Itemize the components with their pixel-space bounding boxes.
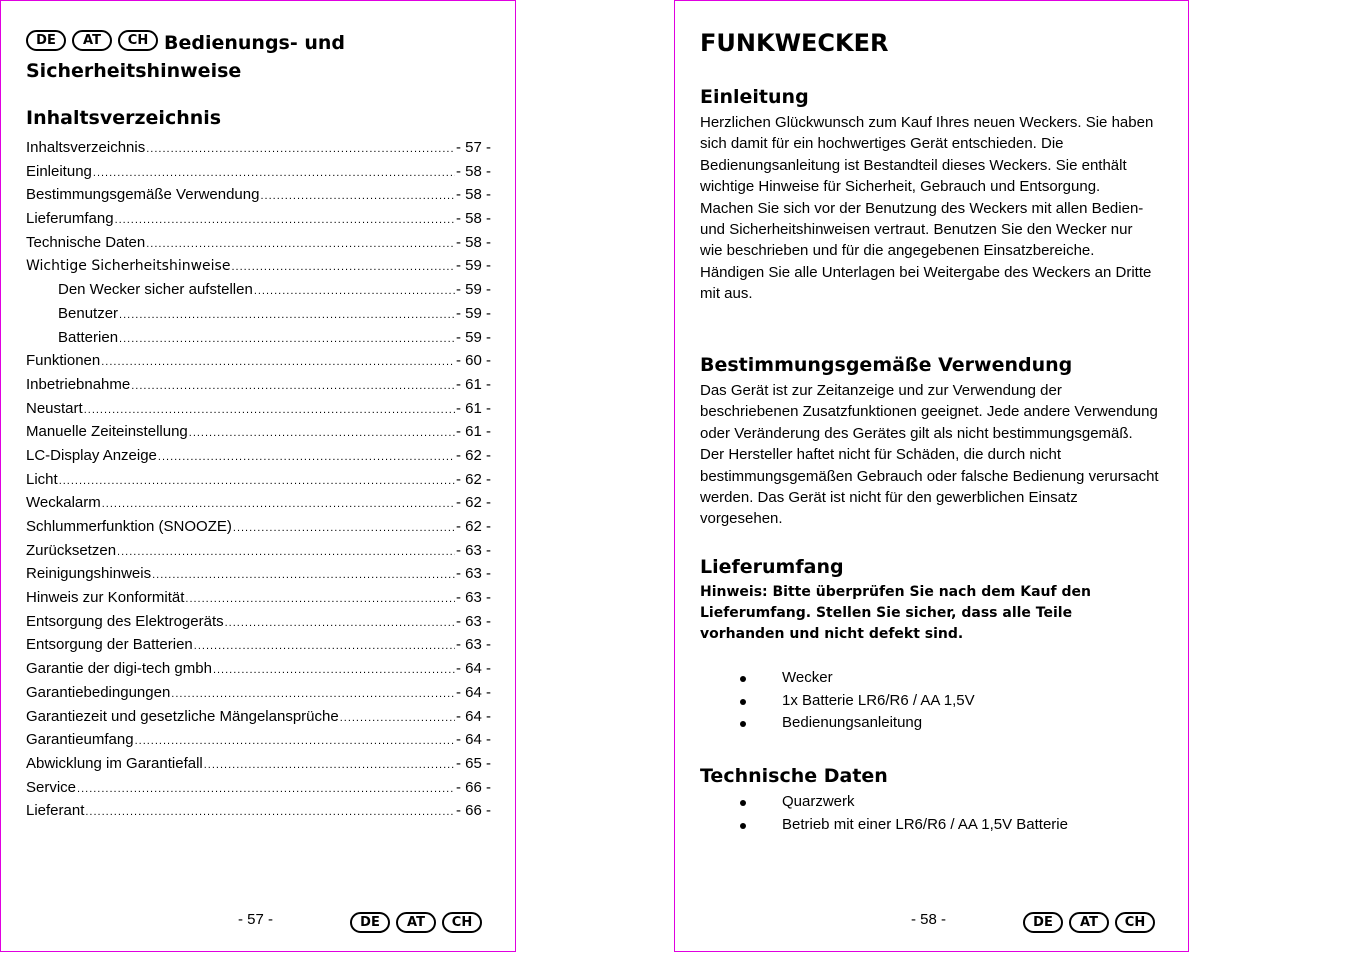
toc-entry-page: - 62 -	[455, 518, 491, 535]
right-page	[674, 0, 1189, 952]
toc-entry-page: - 64 -	[455, 683, 491, 701]
paragraph: Händigen Sie alle Unterlagen bei Weitergabe des Weckers an Dritte mit aus.	[700, 263, 1152, 303]
toc-entry-page: - 59 -	[455, 304, 491, 322]
toc-entry	[26, 802, 491, 826]
bullet-icon	[740, 721, 746, 727]
toc-leader-dots	[204, 759, 455, 771]
toc-entry-page: - 64 -	[455, 707, 491, 725]
toc-entry-page: - 59 -	[455, 281, 491, 299]
toc-entry-page: - 61 -	[455, 399, 491, 417]
toc-entry-page: - 62 -	[455, 494, 491, 512]
toc-entry-label: Wichtige Sicherheitshinweise	[26, 258, 231, 275]
page-number: - 57 -	[238, 911, 274, 928]
toc-entry	[26, 163, 491, 187]
toc-entry-page: - 59 -	[455, 328, 491, 346]
toc-entry-label: Garantie der digi-tech gmbh	[26, 660, 212, 678]
toc-leader-dots	[119, 333, 455, 345]
toc-leader-dots	[213, 664, 455, 676]
toc-entry-page: - 58 -	[455, 162, 491, 180]
toc-leader-dots	[84, 404, 455, 416]
country-badge-at: AT	[396, 912, 436, 933]
toc-entry-page: - 61 -	[455, 375, 491, 393]
manual-title	[26, 29, 496, 85]
list-item: 1x Batterie LR6/R6 / AA 1,5V	[700, 690, 1155, 713]
specs-list	[700, 791, 1155, 836]
toc-entry	[26, 329, 491, 353]
toc-leader-dots	[254, 285, 455, 297]
toc-entry	[26, 518, 491, 542]
toc-entry-page: - 63 -	[455, 612, 491, 630]
toc-entry	[26, 494, 491, 518]
section-einleitung	[700, 86, 1155, 305]
section-heading: Bestimmungsgemäße Verwendung	[700, 354, 1073, 376]
toc-entry-page: - 64 -	[455, 731, 491, 749]
country-badge-ch: CH	[1115, 912, 1155, 933]
section-heading: Lieferumfang	[700, 556, 844, 578]
toc-entry-label: Technische Daten	[26, 233, 146, 251]
hinweis-note: Hinweis: Bitte überprüfen Sie nach dem Kauf den Lieferumfang. Stellen Sie sicher, dass alle Teile vorhanden und nicht defekt sind.	[700, 584, 1091, 642]
toc-entry	[26, 755, 491, 779]
section-verwendung	[700, 354, 1160, 530]
toc-entry-page: - 61 -	[455, 423, 491, 441]
toc-leader-dots	[135, 735, 455, 747]
section-technische-daten	[700, 765, 1155, 836]
toc-leader-dots	[225, 617, 455, 629]
table-of-contents	[26, 139, 491, 826]
toc-leader-dots	[101, 356, 455, 368]
toc-entry	[26, 234, 491, 258]
toc-leader-dots	[85, 806, 455, 818]
toc-entry-page: - 59 -	[455, 257, 491, 275]
toc-entry-page: - 65 -	[455, 754, 491, 772]
toc-entry	[26, 565, 491, 589]
toc-entry	[26, 542, 491, 566]
toc-entry-label: Garantiebedingungen	[26, 683, 171, 701]
toc-entry-label: Garantiezeit und gesetzliche Mängelansprüche	[26, 707, 339, 725]
toc-entry-label: Bestimmungsgemäße Verwendung	[26, 186, 260, 204]
toc-entry	[26, 423, 491, 447]
manual-title-text: Bedienungs- und Sicherheitshinweise	[26, 32, 346, 82]
toc-entry	[26, 731, 491, 755]
country-badge-at: AT	[72, 30, 112, 51]
country-badge-de: DE	[26, 30, 66, 51]
section-heading: Technische Daten	[700, 765, 888, 787]
toc-leader-dots	[185, 593, 455, 605]
toc-leader-dots	[146, 143, 455, 155]
country-badge-ch: CH	[442, 912, 482, 933]
toc-leader-dots	[152, 569, 455, 581]
toc-entry-page: - 63 -	[455, 541, 491, 559]
toc-entry-page: - 66 -	[455, 778, 491, 796]
toc-entry-label: Zurücksetzen	[26, 541, 117, 559]
toc-entry-label: Schlummerfunktion (SNOOZE)	[26, 518, 232, 535]
toc-leader-dots	[233, 522, 455, 534]
toc-leader-dots	[231, 261, 455, 273]
toc-entry	[26, 139, 491, 163]
country-badge-de: DE	[350, 912, 390, 933]
bullet-icon	[740, 676, 746, 682]
toc-entry-label: Hinweis zur Konformität	[26, 589, 185, 607]
footer-country-badges	[350, 912, 482, 933]
toc-entry-label: Inbetriebnahme	[26, 375, 131, 393]
toc-entry-label: Abwicklung im Garantiefall	[26, 754, 203, 772]
toc-leader-dots	[115, 214, 455, 226]
list-item: Wecker	[700, 667, 1155, 690]
toc-entry-label: Inhaltsverzeichnis	[26, 139, 146, 156]
toc-entry-label: Batterien	[58, 328, 119, 346]
toc-entry-label: Manuelle Zeiteinstellung	[26, 423, 188, 441]
toc-leader-dots	[146, 238, 455, 250]
toc-entry-label: Benutzer	[58, 304, 119, 322]
toc-entry	[26, 684, 491, 708]
toc-entry	[26, 305, 491, 329]
toc-entry-label: Weckalarm	[26, 494, 101, 512]
toc-leader-dots	[340, 712, 455, 724]
page-number: - 58 -	[911, 911, 947, 928]
toc-entry-page: - 64 -	[455, 660, 491, 678]
toc-entry-label: Neustart	[26, 399, 83, 417]
toc-leader-dots	[171, 688, 455, 700]
toc-leader-dots	[158, 451, 455, 463]
toc-entry	[26, 636, 491, 660]
country-badge-de: DE	[1023, 912, 1063, 933]
toc-entry-page: - 58 -	[455, 233, 491, 251]
toc-entry-label: Lieferant	[26, 802, 85, 820]
toc-entry	[26, 471, 491, 495]
toc-entry-label: Entsorgung der Batterien	[26, 636, 193, 654]
toc-entry-page: - 63 -	[455, 636, 491, 654]
toc-entry-page: - 66 -	[455, 802, 491, 820]
country-badge-ch: CH	[118, 30, 158, 51]
toc-entry	[26, 376, 491, 400]
toc-leader-dots	[119, 309, 455, 321]
toc-entry-label: Funktionen	[26, 352, 101, 370]
toc-leader-dots	[59, 475, 455, 487]
country-badge-at: AT	[1069, 912, 1109, 933]
toc-entry-page: - 62 -	[455, 470, 491, 488]
page-title: FUNKWECKER	[700, 29, 889, 57]
bullet-icon	[740, 800, 746, 806]
toc-leader-dots	[93, 167, 455, 179]
toc-entry-label: Licht	[26, 470, 58, 488]
toc-entry	[26, 186, 491, 210]
toc-leader-dots	[117, 546, 455, 558]
country-badges	[26, 30, 158, 51]
toc-entry	[26, 779, 491, 803]
toc-entry-page: - 57 -	[455, 139, 491, 156]
toc-leader-dots	[194, 640, 455, 652]
toc-entry	[26, 708, 491, 732]
toc-entry-page: - 63 -	[455, 565, 491, 583]
toc-leader-dots	[77, 783, 455, 795]
toc-entry	[26, 210, 491, 234]
bullet-icon	[740, 823, 746, 829]
toc-leader-dots	[131, 380, 455, 392]
toc-entry-page: - 58 -	[455, 210, 491, 228]
toc-entry-page: - 62 -	[455, 446, 491, 464]
toc-entry-label: Einleitung	[26, 162, 92, 180]
toc-leader-dots	[189, 427, 455, 439]
list-item: Betrieb mit einer LR6/R6 / AA 1,5V Batterie	[700, 814, 1155, 837]
toc-entry-label: Garantieumfang	[26, 731, 134, 749]
bullet-icon	[740, 699, 746, 705]
toc-entry-label: Den Wecker sicher aufstellen	[58, 281, 253, 299]
section-lieferumfang	[700, 556, 1155, 735]
left-page	[0, 0, 516, 952]
toc-entry	[26, 281, 491, 305]
section-heading: Einleitung	[700, 86, 809, 108]
delivery-list	[700, 667, 1155, 735]
toc-entry	[26, 660, 491, 684]
list-item: Bedienungsanleitung	[700, 712, 1155, 735]
toc-entry	[26, 613, 491, 637]
toc-entry	[26, 447, 491, 471]
toc-entry-label: Entsorgung des Elektrogeräts	[26, 612, 224, 630]
paragraph: Herzlichen Glückwunsch zum Kauf Ihres neuen Weckers. Sie haben sich damit für ein hochwertiges Gerät entschieden. Die Bedienungsanleitung ist Bestandteil dieses Weckers. Sie enthält wichtige Hinweise für Sicherheit, Gebrauch und Entsorgung. Machen Sie sich vor der Benutzung des Weckers mit allen Bedien- und Sicherheitshinweisen vertraut. Benutzen Sie den Wecker nur wie beschrieben und für die angegebenen Einsatzbereiche.	[700, 114, 1154, 260]
toc-entry-label: LC-Display Anzeige	[26, 446, 157, 464]
list-item: Quarzwerk	[700, 791, 1155, 814]
footer-country-badges	[1023, 912, 1155, 933]
toc-entry-label: Reinigungshinweis	[26, 565, 152, 583]
toc-entry-label: Lieferumfang	[26, 210, 114, 228]
toc-entry	[26, 257, 491, 281]
toc-entry-page: - 63 -	[455, 589, 491, 607]
toc-entry-label: Service	[26, 778, 77, 796]
toc-entry-page: - 60 -	[455, 352, 491, 370]
toc-entry	[26, 352, 491, 376]
toc-entry	[26, 400, 491, 424]
toc-entry	[26, 589, 491, 613]
toc-heading: Inhaltsverzeichnis	[26, 107, 222, 129]
toc-leader-dots	[102, 498, 455, 510]
toc-entry-page: - 58 -	[455, 186, 491, 204]
paragraph: Das Gerät ist zur Zeitanzeige und zur Verwendung der beschriebenen Zusatzfunktionen geeignet. Jede andere Verwendung oder Veränderung des Gerätes gilt als nicht bestimmungsgemäß. Der Hersteller haftet nicht für Schäden, die durch nicht bestimmungsgemäßen Gebrauch oder falsche Bedienung verursacht werden. Das Gerät ist nicht für den gewerblichen Einsatz vorgesehen.	[700, 382, 1159, 528]
toc-leader-dots	[260, 190, 455, 202]
